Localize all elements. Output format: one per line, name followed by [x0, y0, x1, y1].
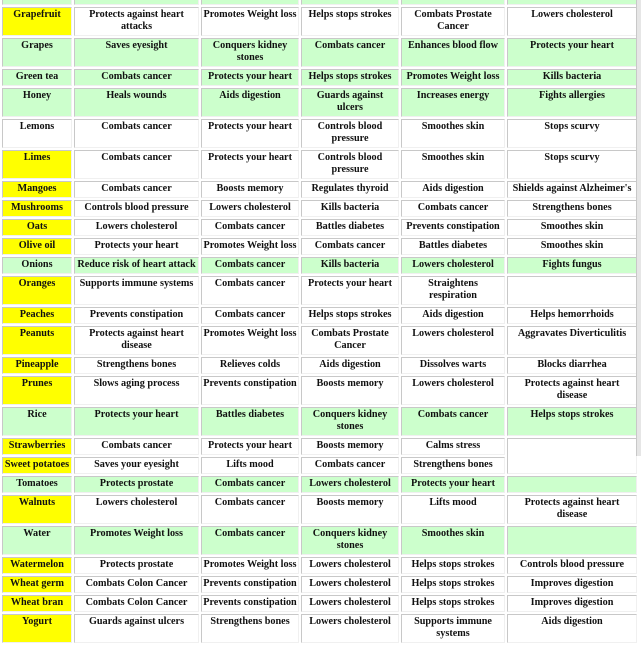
benefit-cell: Lowers cholesterol — [74, 495, 199, 524]
benefit-cell: Lowers cholesterol — [301, 557, 399, 574]
table-row — [2, 476, 637, 493]
benefit-cell: Protects prostate — [74, 476, 199, 493]
benefit-cell: Enhances blood flow — [401, 38, 505, 67]
benefit-cell: Lowers cholesterol — [507, 7, 637, 36]
benefit-cell: Shields against Alzheimer's — [507, 181, 637, 198]
food-name-cell: Honey — [2, 88, 72, 117]
benefit-cell: Strengthens bones — [401, 457, 505, 474]
benefit-cell: Battles diabetes — [201, 407, 299, 436]
food-table-body — [2, 0, 637, 643]
food-name-cell: Watermelon — [2, 557, 72, 574]
benefit-cell: Smoothes skin — [507, 238, 637, 255]
food-name-cell: Mushrooms — [2, 200, 72, 217]
food-name-cell: Wheat bran — [2, 595, 72, 612]
benefit-cell: Battles diabetes — [401, 238, 505, 255]
benefit-cell: Protects your heart — [201, 69, 299, 86]
benefit-cell: Boosts memory — [301, 376, 399, 405]
benefit-cell: Helps hemorrhoids — [507, 307, 637, 324]
food-name-cell: Mangoes — [2, 181, 72, 198]
benefit-cell: Improves digestion — [507, 595, 637, 612]
table-row — [2, 0, 637, 5]
benefit-cell — [507, 438, 637, 474]
benefit-cell: Aids digestion — [201, 88, 299, 117]
table-row — [2, 200, 637, 217]
benefit-cell: Promotes Weight loss — [74, 526, 199, 555]
benefit-cell: Calms stress — [401, 438, 505, 455]
table-row — [2, 307, 637, 324]
benefit-cell: Protects your heart — [507, 38, 637, 67]
benefit-cell: Combats cancer — [201, 219, 299, 236]
food-name-cell: Yogurt — [2, 614, 72, 643]
benefit-cell: Combats cancer — [401, 200, 505, 217]
scrollbar-edge[interactable] — [636, 0, 641, 456]
benefit-cell — [301, 0, 399, 5]
food-name-cell: Rice — [2, 407, 72, 436]
benefit-cell: Combats cancer — [401, 407, 505, 436]
table-row — [2, 238, 637, 255]
food-name-cell: Strawberries — [2, 438, 72, 455]
benefit-cell: Aggravates Diverticulitis — [507, 326, 637, 355]
benefit-cell: Combats cancer — [301, 38, 399, 67]
benefit-cell: Prevents constipation — [401, 219, 505, 236]
benefit-cell — [401, 0, 505, 5]
benefit-cell: Combats cancer — [201, 476, 299, 493]
benefit-cell: Conquers kidney stones — [301, 407, 399, 436]
table-row — [2, 376, 637, 405]
food-name-cell: Oats — [2, 219, 72, 236]
benefit-cell: Strengthens bones — [74, 357, 199, 374]
benefit-cell: Kills bacteria — [507, 69, 637, 86]
benefit-cell: Improves digestion — [507, 576, 637, 593]
benefit-cell: Helps stops strokes — [507, 407, 637, 436]
benefit-cell: Supports immune systems — [74, 276, 199, 305]
benefit-cell: Lowers cholesterol — [301, 476, 399, 493]
benefit-cell: Protects your heart — [401, 476, 505, 493]
benefit-cell: Stops scurvy — [507, 150, 637, 179]
benefit-cell — [507, 526, 637, 555]
benefit-cell: Lowers cholesterol — [301, 614, 399, 643]
benefit-cell: Protects your heart — [201, 150, 299, 179]
benefit-cell: Supports immune systems — [401, 614, 505, 643]
benefit-cell: Lowers cholesterol — [401, 257, 505, 274]
food-name-cell: Oranges — [2, 276, 72, 305]
benefit-cell: Controls blood pressure — [74, 200, 199, 217]
benefit-cell: Blocks diarrhea — [507, 357, 637, 374]
benefit-cell: Protects your heart — [74, 238, 199, 255]
benefit-cell: Lowers cholesterol — [301, 576, 399, 593]
benefit-cell: Strengthens bones — [507, 200, 637, 217]
table-row — [2, 88, 637, 117]
benefit-cell: Protects your heart — [301, 276, 399, 305]
table-row — [2, 119, 637, 148]
benefit-cell: Fights fungus — [507, 257, 637, 274]
benefit-cell: Battles diabetes — [301, 219, 399, 236]
table-row — [2, 38, 637, 67]
benefit-cell: Helps stops strokes — [401, 557, 505, 574]
food-name-cell: Water — [2, 526, 72, 555]
food-name-cell: Olive oil — [2, 238, 72, 255]
food-name-cell: Prunes — [2, 376, 72, 405]
benefit-cell: Lowers cholesterol — [201, 200, 299, 217]
benefit-cell: Smoothes skin — [401, 150, 505, 179]
food-name-cell — [2, 0, 72, 5]
benefit-cell: Aids digestion — [301, 357, 399, 374]
benefit-cell: Protects against heart disease — [74, 326, 199, 355]
benefit-cell: Helps stops strokes — [301, 69, 399, 86]
benefit-cell: Lifts mood — [201, 457, 299, 474]
benefit-cell: Slows aging process — [74, 376, 199, 405]
benefit-cell: Saves your eyesight — [74, 457, 199, 474]
benefit-cell — [507, 276, 637, 305]
benefit-cell: Combats cancer — [201, 276, 299, 305]
benefit-cell: Combats cancer — [74, 438, 199, 455]
food-name-cell: Sweet potatoes — [2, 457, 72, 474]
table-row — [2, 357, 637, 374]
food-name-cell: Peanuts — [2, 326, 72, 355]
food-name-cell: Limes — [2, 150, 72, 179]
benefit-cell: Strengthens bones — [201, 614, 299, 643]
table-row — [2, 219, 637, 236]
benefit-cell: Helps stops strokes — [301, 7, 399, 36]
food-name-cell: Pineapple — [2, 357, 72, 374]
benefit-cell: Combats cancer — [74, 181, 199, 198]
benefit-cell — [201, 0, 299, 5]
benefit-cell: Combats Colon Cancer — [74, 595, 199, 612]
benefit-cell — [507, 476, 637, 493]
benefit-cell: Lowers cholesterol — [401, 326, 505, 355]
table-row — [2, 69, 637, 86]
benefit-cell: Prevents constipation — [201, 376, 299, 405]
benefit-cell: Guards against ulcers — [301, 88, 399, 117]
benefit-cell: Lowers cholesterol — [74, 219, 199, 236]
benefit-cell — [507, 0, 637, 5]
benefit-cell: Boosts memory — [201, 181, 299, 198]
table-row — [2, 576, 637, 593]
benefit-cell: Combats cancer — [74, 119, 199, 148]
benefit-cell: Smoothes skin — [401, 119, 505, 148]
benefit-cell: Conquers kidney stones — [201, 38, 299, 67]
benefit-cell: Increases energy — [401, 88, 505, 117]
food-name-cell: Onions — [2, 257, 72, 274]
benefit-cell: Regulates thyroid — [301, 181, 399, 198]
table-row — [2, 495, 637, 524]
benefit-cell: Prevents constipation — [74, 307, 199, 324]
benefit-cell: Smoothes skin — [401, 526, 505, 555]
benefit-cell: Prevents constipation — [201, 576, 299, 593]
benefit-cell: Boosts memory — [301, 438, 399, 455]
benefit-cell: Promotes Weight loss — [201, 7, 299, 36]
benefit-cell: Combats cancer — [201, 526, 299, 555]
benefit-cell: Stops scurvy — [507, 119, 637, 148]
benefit-cell: Protects your heart — [74, 407, 199, 436]
table-row — [2, 257, 637, 274]
benefit-cell: Lowers cholesterol — [401, 376, 505, 405]
benefit-cell: Boosts memory — [301, 495, 399, 524]
benefit-cell — [74, 0, 199, 5]
benefit-cell: Promotes Weight loss — [401, 69, 505, 86]
table-row — [2, 407, 637, 436]
benefit-cell: Relieves colds — [201, 357, 299, 374]
benefit-cell: Combats cancer — [201, 257, 299, 274]
food-name-cell: Grapes — [2, 38, 72, 67]
benefit-cell: Controls blood pressure — [507, 557, 637, 574]
food-name-cell: Green tea — [2, 69, 72, 86]
benefit-cell: Kills bacteria — [301, 200, 399, 217]
benefit-cell: Saves eyesight — [74, 38, 199, 67]
table-row — [2, 150, 637, 179]
benefit-cell: Lifts mood — [401, 495, 505, 524]
benefit-cell: Combats cancer — [74, 69, 199, 86]
benefit-cell: Combats cancer — [74, 150, 199, 179]
benefit-cell: Lowers cholesterol — [301, 595, 399, 612]
benefit-cell: Controls blood pressure — [301, 150, 399, 179]
table-row — [2, 326, 637, 355]
table-row — [2, 614, 637, 643]
benefit-cell: Smoothes skin — [507, 219, 637, 236]
food-name-cell: Wheat germ — [2, 576, 72, 593]
benefit-cell: Promotes Weight loss — [201, 326, 299, 355]
food-name-cell: Peaches — [2, 307, 72, 324]
food-name-cell: Grapefruit — [2, 7, 72, 36]
benefit-cell: Helps stops strokes — [401, 576, 505, 593]
food-name-cell: Walnuts — [2, 495, 72, 524]
benefit-cell: Combats cancer — [301, 457, 399, 474]
benefit-cell: Controls blood pressure — [301, 119, 399, 148]
benefit-cell: Dissolves warts — [401, 357, 505, 374]
food-name-cell: Tomatoes — [2, 476, 72, 493]
benefit-cell: Combats Prostate Cancer — [401, 7, 505, 36]
benefit-cell: Aids digestion — [401, 307, 505, 324]
table-row — [2, 276, 637, 305]
table-row — [2, 595, 637, 612]
table-row — [2, 7, 637, 36]
benefit-cell: Combats Prostate Cancer — [301, 326, 399, 355]
benefit-cell: Straightens respiration — [401, 276, 505, 305]
benefit-cell: Helps stops strokes — [301, 307, 399, 324]
table-row — [2, 526, 637, 555]
benefit-cell: Heals wounds — [74, 88, 199, 117]
table-row — [2, 557, 637, 574]
benefit-cell: Kills bacteria — [301, 257, 399, 274]
food-name-cell: Lemons — [2, 119, 72, 148]
table-row — [2, 181, 637, 198]
benefit-cell: Guards against ulcers — [74, 614, 199, 643]
benefit-cell: Helps stops strokes — [401, 595, 505, 612]
benefit-cell: Aids digestion — [401, 181, 505, 198]
benefit-cell: Fights allergies — [507, 88, 637, 117]
benefit-cell: Prevents constipation — [201, 595, 299, 612]
benefit-cell: Combats cancer — [201, 495, 299, 524]
benefit-cell: Protects against heart disease — [507, 376, 637, 405]
benefit-cell: Promotes Weight loss — [201, 557, 299, 574]
benefit-cell: Conquers kidney stones — [301, 526, 399, 555]
benefit-cell: Protects your heart — [201, 438, 299, 455]
benefit-cell: Aids digestion — [507, 614, 637, 643]
benefit-cell: Protects against heart attacks — [74, 7, 199, 36]
table-row — [2, 438, 637, 455]
benefit-cell: Promotes Weight loss — [201, 238, 299, 255]
benefit-cell: Protects prostate — [74, 557, 199, 574]
benefit-cell: Reduce risk of heart attack — [74, 257, 199, 274]
benefit-cell: Combats cancer — [201, 307, 299, 324]
benefit-cell: Protects your heart — [201, 119, 299, 148]
benefit-cell: Protects against heart disease — [507, 495, 637, 524]
benefit-cell: Combats cancer — [301, 238, 399, 255]
benefit-cell: Combats Colon Cancer — [74, 576, 199, 593]
